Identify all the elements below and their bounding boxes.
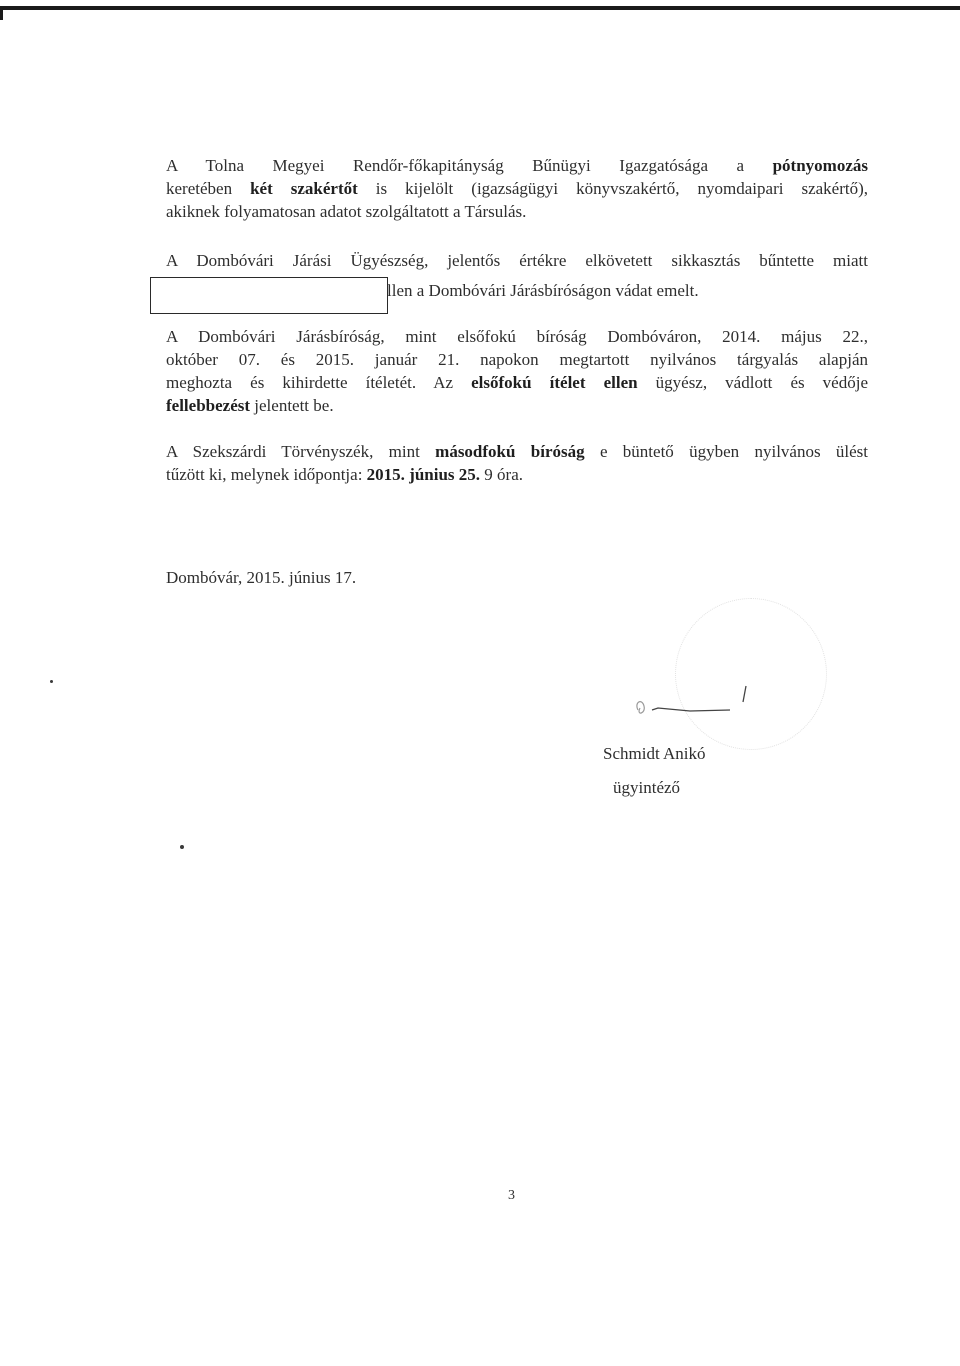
paragraph-prosecution: [166, 249, 868, 272]
scan-speck: [50, 680, 53, 683]
paragraph3-line2: október 07. és 2015. január 21. napokon megtartott nyilvános tárgyalás alapján: [166, 350, 868, 369]
bold-two-experts: két szakértőt: [250, 179, 358, 198]
page-number: 3: [508, 1188, 515, 1203]
place-and-date: Dombóvár, 2015. június 17.: [166, 568, 357, 587]
paragraph-investigation: [166, 154, 868, 223]
faded-stamp: [675, 598, 827, 750]
paragraph4-line1: A Szekszárdi Törvényszék, mint másodfokú bíróság e büntető ügyben nyilvános ülést: [166, 442, 869, 461]
bold-appeal: fellebbezést: [166, 396, 251, 415]
scan-speck: [180, 845, 184, 849]
paragraph1-line1: A Tolna Megyei Rendőr-főkapitányság Bűnügyi Igazgatósága a pótnyomozás: [166, 156, 868, 175]
bold-second-instance-court: másodfokú bíróság: [435, 442, 585, 461]
scan-border-top: [0, 6, 960, 10]
bold-supplementary-investigation: pótnyomozás: [772, 156, 868, 175]
paragraph-second-instance: [166, 440, 868, 486]
paragraph1-line3: akiknek folyamatosan adatot szolgáltatott a Társulás.: [166, 202, 527, 221]
redaction-box: [150, 277, 388, 314]
paragraph2-line1: A Dombóvári Járási Ügyészség, jelentős értékre elkövetett sikkasztás bűntette miatt: [166, 251, 868, 270]
bold-first-instance-judgment: elsőfokú ítélet ellen: [471, 373, 638, 392]
scan-border-corner: [0, 6, 3, 20]
paragraph3-line4: fellebbezést jelentett be.: [166, 396, 334, 415]
signer-name: Schmidt Anikó: [603, 744, 706, 763]
paragraph3-line3: meghozta és kihirdette ítéletét. Az elsőfokú ítélet ellen ügyész, vádlott és védője: [166, 373, 868, 392]
paragraph-first-instance: [166, 325, 868, 417]
paragraph4-line2: tűzött ki, melynek időpontja: 2015. június 25. 9 óra.: [166, 465, 524, 484]
paragraph2-line2: llen a Dombóvári Járásbíróságon vádat emelt.: [387, 281, 699, 300]
signature: [630, 680, 760, 720]
paragraph3-line1: A Dombóvári Járásbíróság, mint elsőfokú bíróság Dombóváron, 2014. május 22.,: [166, 327, 868, 346]
signer-role: ügyintéző: [613, 778, 681, 797]
bold-hearing-date: 2015. június 25.: [366, 465, 481, 484]
paragraph1-line2: keretében két szakértőt is kijelölt (igazságügyi könyvszakértő, nyomdaipari szakértő),: [166, 179, 868, 198]
